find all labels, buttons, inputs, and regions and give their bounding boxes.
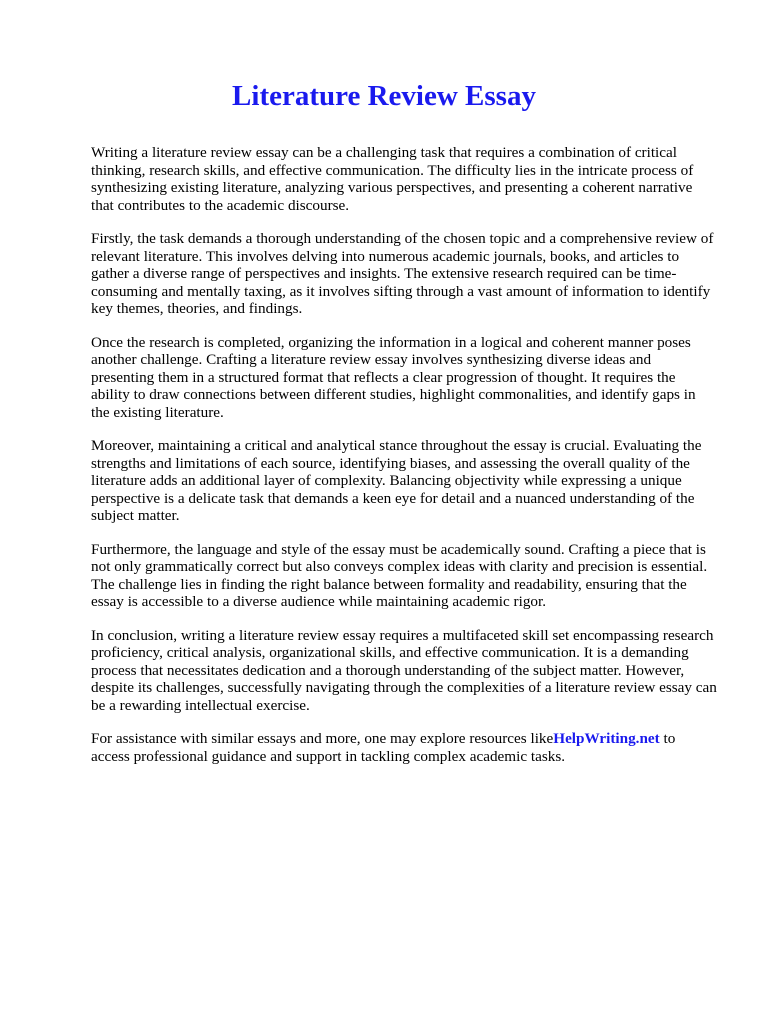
- paragraph-firstly: Firstly, the task demands a thorough understanding of the chosen topic and a comprehensive review of relevant literature. This involves delving into numerous academic journals, books, and articles to gather a diverse range of perspectives and insights. The extensive research required can be time-consuming and mentally taxing, as it involves sifting through a vast amount of information to identify key themes, theories, and findings.: [91, 230, 714, 317]
- paragraph-organizing: Once the research is completed, organizing the information in a logical and coherent manner poses another challenge. Crafting a literature review essay involves synthesizing diverse ideas and presenting them in a structured format that reflects a clear progression of thought. It requires the ability to draw connections between different studies, highlight commonalities, and identify gaps in the existing literature.: [91, 333, 696, 421]
- essay-body: [91, 144, 717, 781]
- helpwriting-link[interactable]: HelpWriting.net: [553, 730, 660, 747]
- paragraph-intro: Writing a literature review essay can be a challenging task that requires a combination of critical thinking, research skills, and effective communication. The difficulty lies in the intricate process of synthesizing existing literature, analyzing various perspectives, and presenting a coherent narrative that contributes to the academic discourse.: [91, 144, 694, 214]
- paragraph-furthermore: Furthermore, the language and style of the essay must be academically sound. Crafting a piece that is not only grammatically correct but also conveys complex ideas with clarity and precision is essential. The challenge lies in finding the right balance between formality and readability, ensuring that the essay is accessible to a diverse audience while maintaining academic rigor.: [91, 540, 708, 610]
- paragraph-closing: [91, 730, 717, 765]
- page-title: Literature Review Essay: [232, 80, 536, 112]
- paragraph-moreover: Moreover, maintaining a critical and analytical stance throughout the essay is crucial. Evaluating the strengths and limitations of each source, identifying biases, and assessing the overall quality of the literature adds an additional layer of complexity. Balancing objectivity while expressing a unique perspective is a delicate task that demands a keen eye for detail and a nuanced understanding of the subject matter.: [91, 437, 702, 524]
- closing-text-after: to access professional guidance and support in tackling complex academic tasks.: [91, 730, 676, 765]
- closing-text-before: For assistance with similar essays and more, one may explore resources like: [91, 730, 554, 747]
- paragraph-conclusion: In conclusion, writing a literature review essay requires a multifaceted skill set encompassing research proficiency, critical analysis, organizational skills, and effective communication. It is a demanding process that necessitates dedication and a thorough understanding of the subject matter. However, despite its challenges, successfully navigating through the complexities of a literature review essay can be a rewarding intellectual exercise.: [91, 626, 717, 714]
